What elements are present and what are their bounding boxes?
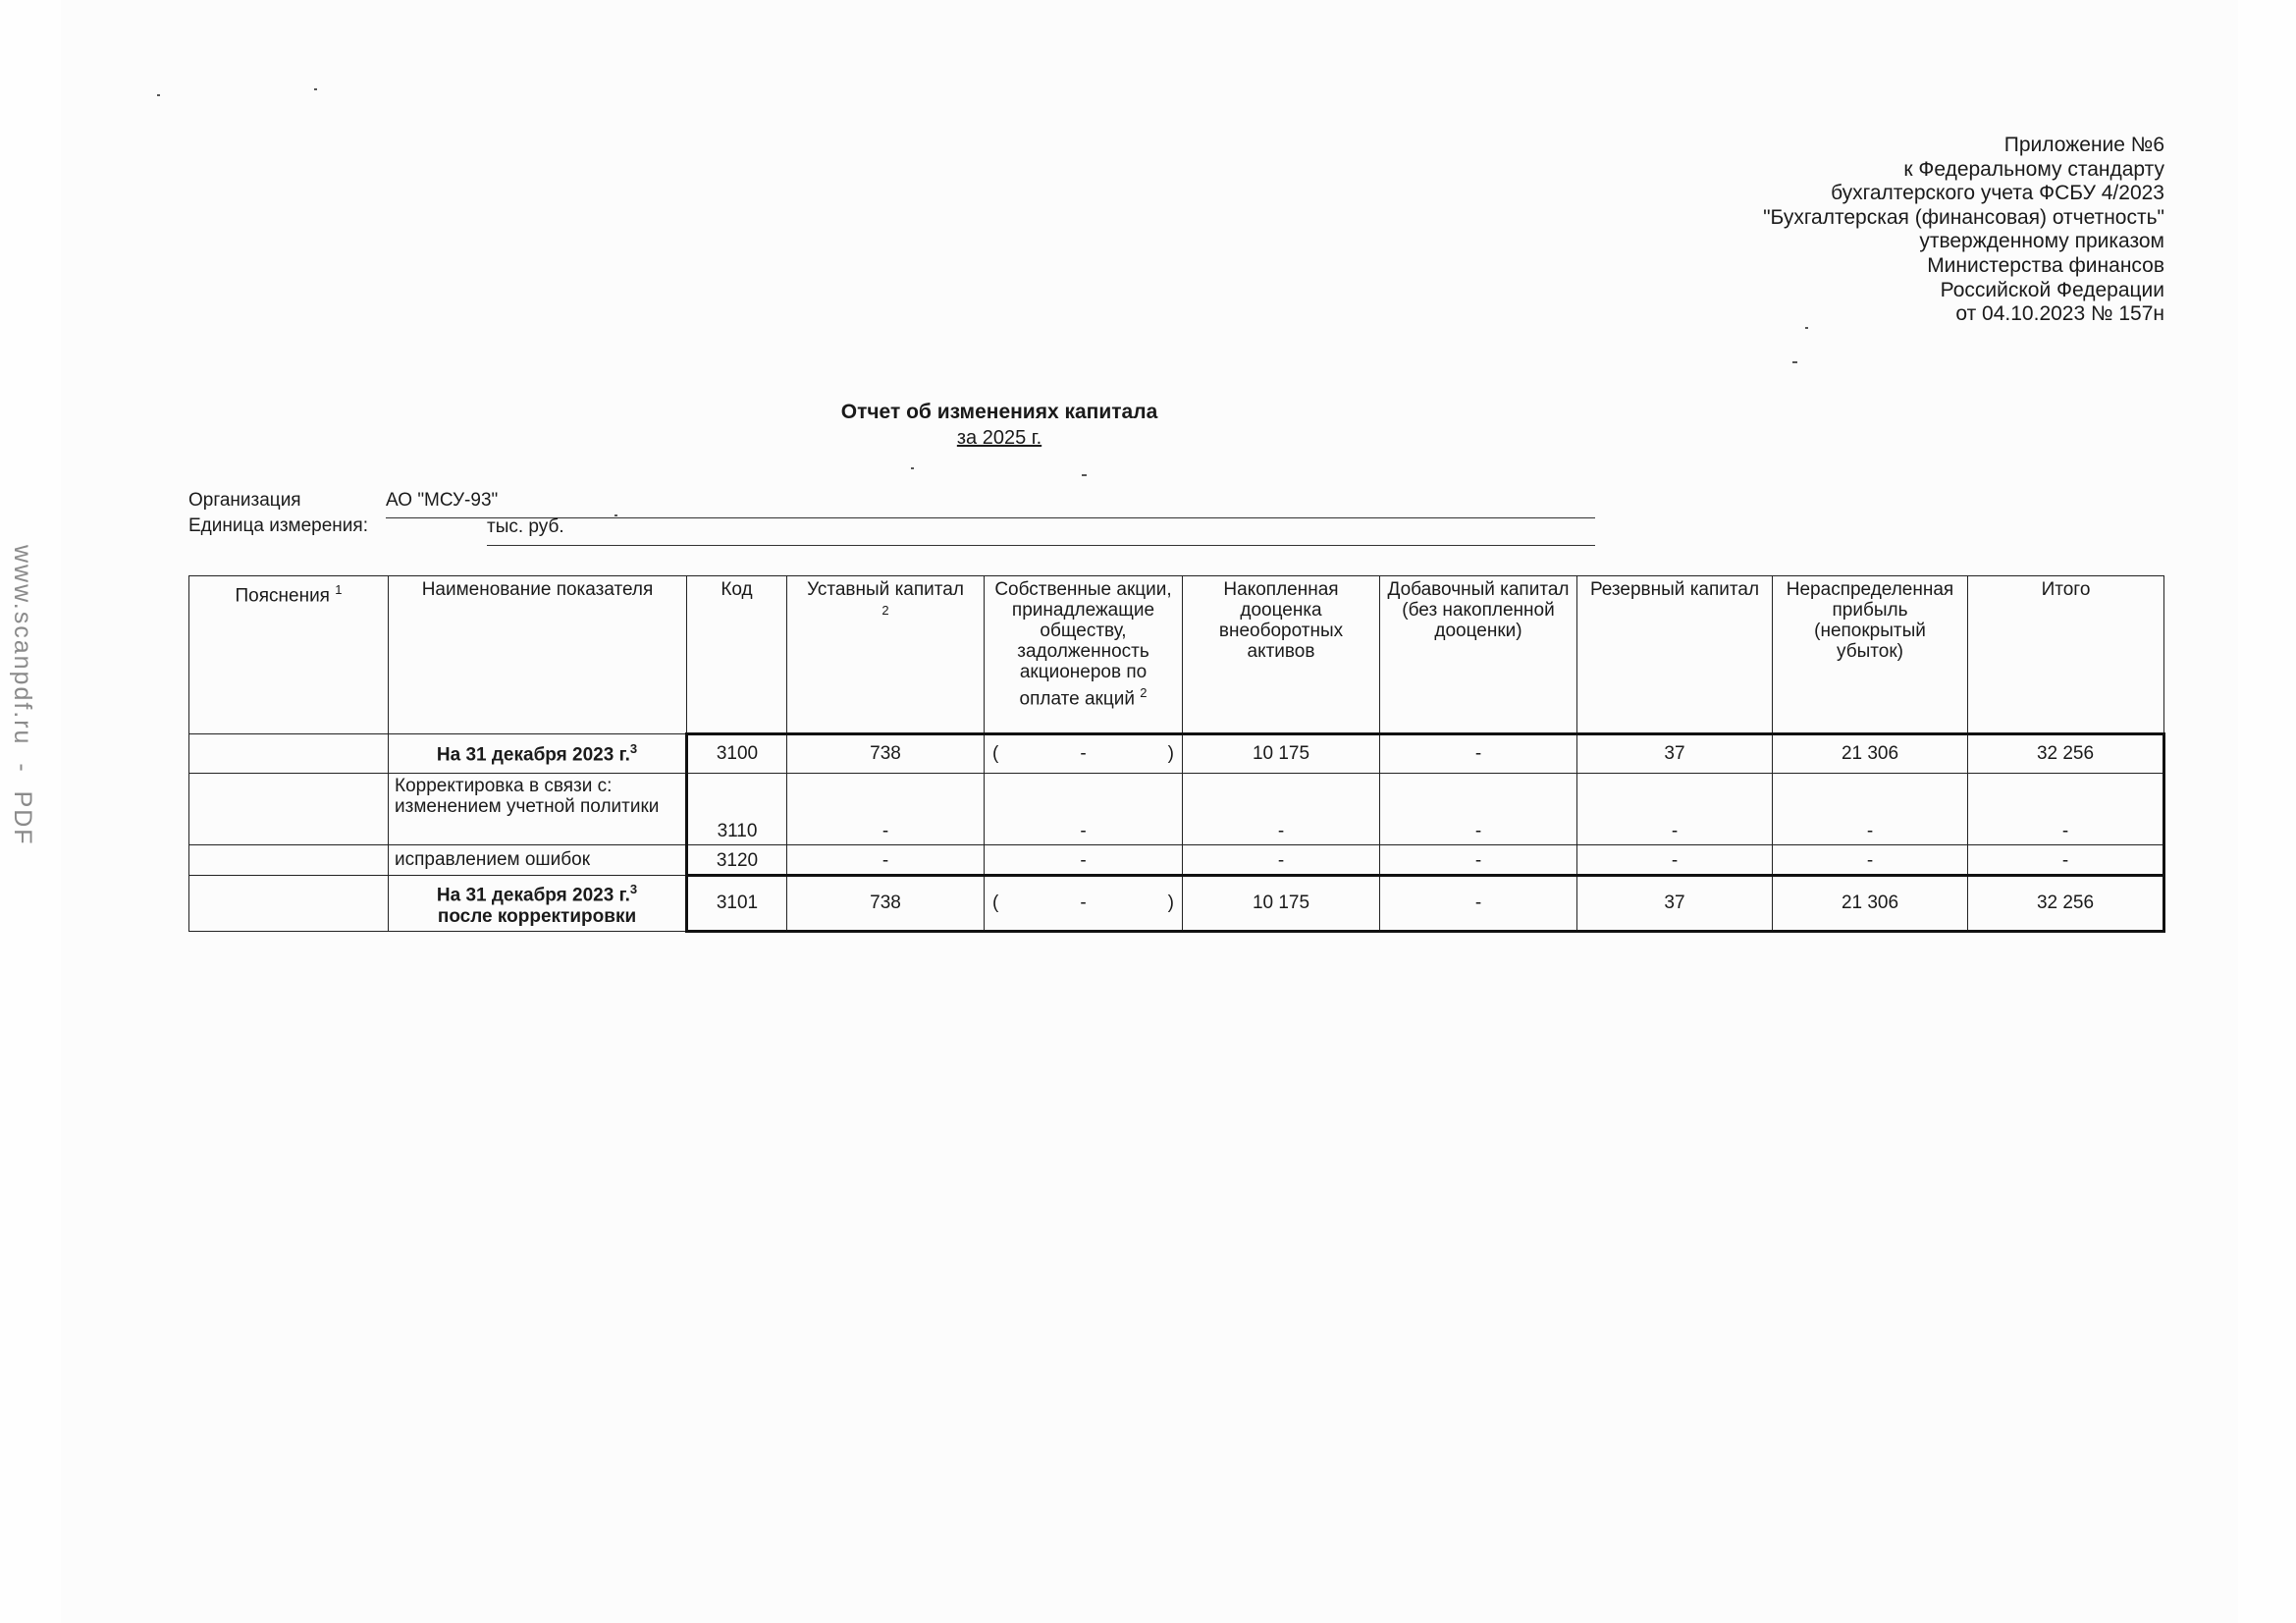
header-charter-capital: Уставный капитал $^2$ xyxy=(787,576,985,734)
table-header-row xyxy=(189,576,2164,734)
cell-revaluation: - xyxy=(1183,845,1380,876)
header-own-shares: Собственные акции, принадлежащие обществу, задолженность акционеров по оплате акций $^2$ xyxy=(985,576,1183,734)
watermark: www.scanpdf.ru - PDF xyxy=(9,545,36,846)
cell-revaluation: 10 175 xyxy=(1183,734,1380,774)
cell-notes xyxy=(189,734,389,774)
header-reserve-capital: Резервный капитал xyxy=(1577,576,1773,734)
cell-retained: - xyxy=(1773,774,1968,845)
table-row xyxy=(189,734,2164,774)
header-name: Наименование показателя xyxy=(389,576,687,734)
cell-additional: - xyxy=(1380,876,1577,932)
table-row xyxy=(189,845,2164,876)
cell-reserve: 37 xyxy=(1577,734,1773,774)
report-period-text: за 2025 г. xyxy=(956,427,1042,449)
header-revaluation: Накопленная дооценка внеоборотных активов xyxy=(1183,576,1380,734)
header-retained-earnings: Нераспределенная прибыль (непокрытый убыток) xyxy=(1773,576,1968,734)
cell-retained: - xyxy=(1773,845,1968,876)
header-notes: Пояснения $^1$ xyxy=(189,576,389,734)
cell-charter: - xyxy=(787,774,985,845)
cell-code: 3100 xyxy=(687,734,787,774)
report-period xyxy=(628,427,1370,450)
capital-changes-table xyxy=(188,575,2165,933)
appendix-line: от 04.10.2023 № 157н xyxy=(1955,302,2164,326)
appendix-line: "Бухгалтерская (финансовая) отчетность" xyxy=(1763,205,2164,229)
appendix-line: утвержденному приказом xyxy=(1919,230,2164,253)
cell-code: 3110 xyxy=(687,774,787,845)
cell-reserve: 37 xyxy=(1577,876,1773,932)
cell-additional: - xyxy=(1380,774,1577,845)
header-code: Код xyxy=(687,576,787,734)
cell-own-shares: - xyxy=(985,774,1183,845)
cell-retained: 21 306 xyxy=(1773,876,1968,932)
organization-value: АО "МСУ-93" xyxy=(386,490,499,511)
cell-code: 3101 xyxy=(687,876,787,932)
cell-additional: - xyxy=(1380,845,1577,876)
cell-code: 3120 xyxy=(687,845,787,876)
report-title: Отчет об изменениях капитала xyxy=(840,401,1158,423)
appendix-line: Российской Федерации xyxy=(1940,278,2164,301)
unit-label: Единица измерения: xyxy=(188,515,368,536)
cell-revaluation: 10 175 xyxy=(1183,876,1380,932)
cell-total: 32 256 xyxy=(1968,734,2164,774)
cell-notes xyxy=(189,845,389,876)
appendix-line: Приложение №6 xyxy=(2003,134,2164,156)
cell-name: На 31 декабря 2023 г.$^3$ после корректировки xyxy=(389,876,687,932)
cell-own-shares: ( - ) xyxy=(985,734,1183,774)
cell-reserve: - xyxy=(1577,845,1773,876)
appendix-line: Министерства финансов xyxy=(1927,253,2164,277)
cell-additional: - xyxy=(1380,734,1577,774)
cell-total: 32 256 xyxy=(1968,876,2164,932)
cell-charter: - xyxy=(787,845,985,876)
cell-charter: 738 xyxy=(787,876,985,932)
cell-notes xyxy=(189,876,389,932)
cell-name: На 31 декабря 2023 г.$^3$ xyxy=(389,734,687,774)
unit-underline xyxy=(487,545,1595,546)
appendix-line: к Федеральному стандарту xyxy=(1903,157,2164,181)
cell-total: - xyxy=(1968,845,2164,876)
cell-retained: 21 306 xyxy=(1773,734,1968,774)
appendix-reference xyxy=(1763,134,2164,327)
header-additional-capital: Добавочный капитал (без накопленной дооценки) xyxy=(1380,576,1577,734)
cell-own-shares: ( - ) xyxy=(985,876,1183,932)
cell-own-shares: - xyxy=(985,845,1183,876)
appendix-line: бухгалтерского учета ФСБУ 4/2023 xyxy=(1831,182,2164,205)
organization-label: Организация xyxy=(188,490,301,511)
cell-notes xyxy=(189,774,389,845)
cell-total: - xyxy=(1968,774,2164,845)
cell-revaluation: - xyxy=(1183,774,1380,845)
header-total: Итого xyxy=(1968,576,2164,734)
table-row xyxy=(189,876,2164,932)
cell-name: исправлением ошибок xyxy=(389,845,687,876)
table-row xyxy=(189,774,2164,845)
unit-value: тыс. руб. xyxy=(487,516,564,537)
cell-charter: 738 xyxy=(787,734,985,774)
cell-name: Корректировка в связи с: изменением учетной политики xyxy=(389,774,687,845)
organization-underline xyxy=(386,517,1595,518)
cell-reserve: - xyxy=(1577,774,1773,845)
